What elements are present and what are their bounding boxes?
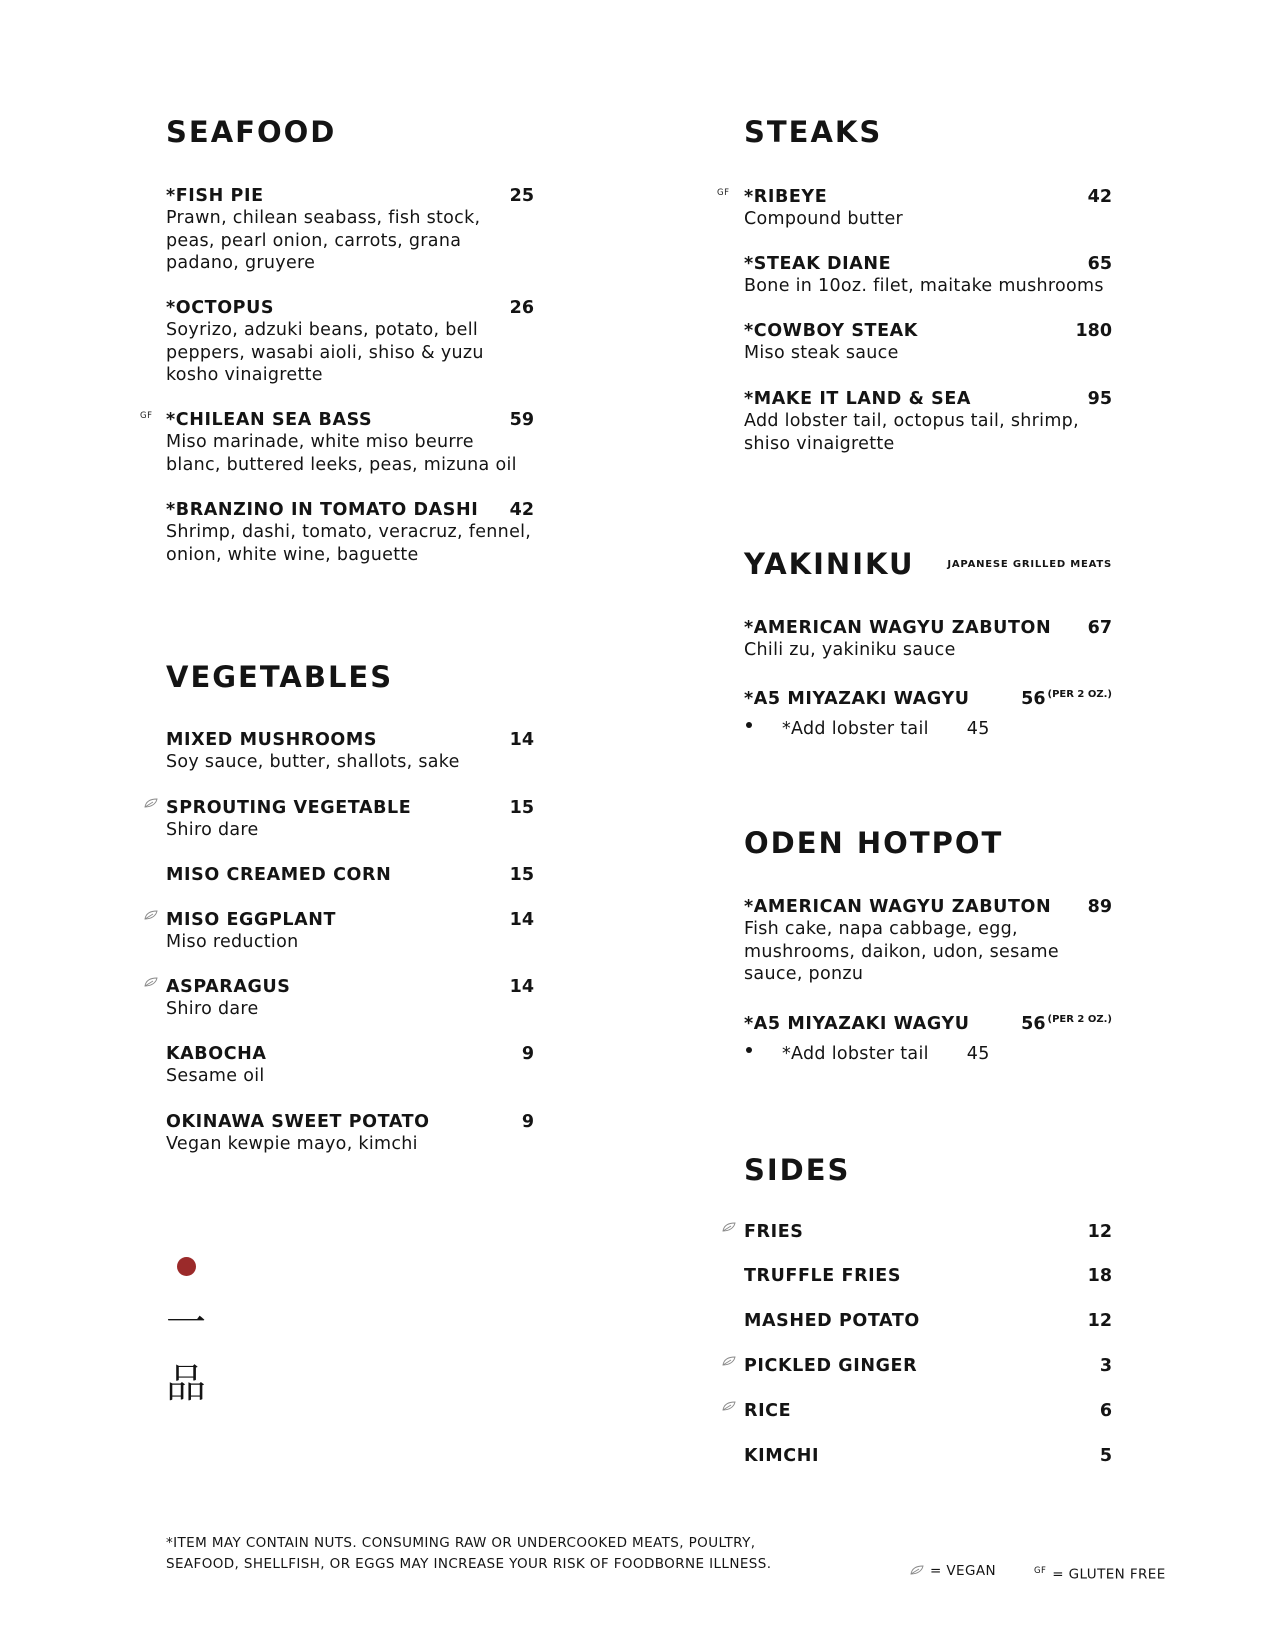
item-description: Bone in 10oz. filet, maitake mushrooms (744, 276, 1104, 296)
menu-item (717, 186, 1112, 231)
item-description: Soy sauce, butter, shallots, sake (166, 752, 460, 772)
addon-row (744, 1043, 1112, 1065)
item-name: MISO CREAMED CORN (166, 865, 392, 885)
addon-name: *Add lobster tail (782, 1043, 929, 1064)
legend-gluten-free (1034, 1562, 1166, 1584)
legend-gf-label: = GLUTEN FREE (1052, 1566, 1166, 1583)
section-title-oden: ODEN HOTPOT (744, 826, 1004, 860)
menu-item (166, 864, 534, 886)
leaf-icon (722, 1356, 736, 1366)
section-title-sides: SIDES (744, 1153, 851, 1187)
item-name: *OCTOPUS (166, 298, 275, 318)
item-description: Shiro dare (166, 999, 259, 1019)
section-title-seafood: SEAFOOD (166, 115, 337, 149)
item-name: MISO EGGPLANT (166, 910, 337, 930)
section-title-steaks: STEAKS (744, 115, 883, 149)
section-subtitle: JAPANESE GRILLED MEATS (947, 559, 1112, 570)
gluten-free-mark: GF (1034, 1566, 1047, 1576)
item-name: *A5 MIYAZAKI WAGYU (744, 688, 970, 709)
menu-item (744, 253, 1112, 298)
menu-item (744, 1445, 1112, 1467)
item-price: 56 (1021, 1013, 1046, 1034)
item-price: 56 (1021, 688, 1046, 709)
item-price: 67 (1087, 618, 1112, 638)
item-name: MASHED POTATO (744, 1311, 920, 1331)
logo-character-ichi: 一 (166, 1300, 206, 1346)
item-price: 9 (521, 1112, 534, 1132)
item-name: FRIES (744, 1222, 804, 1242)
item-description: Shrimp, dashi, tomato, veracruz, fennel, onion, white wine, baguette (166, 522, 532, 565)
item-price: 65 (1087, 254, 1112, 274)
menu-item (744, 1265, 1112, 1287)
item-description: Compound butter (744, 209, 904, 229)
addon-name: *Add lobster tail (782, 718, 929, 739)
item-name: *COWBOY STEAK (744, 321, 918, 341)
item-name: OKINAWA SWEET POTATO (166, 1112, 430, 1132)
item-price: 15 (509, 798, 534, 818)
menu-item (166, 909, 534, 954)
menu-item (744, 388, 1112, 455)
menu-item (166, 1111, 534, 1156)
disclaimer-line: SEAFOOD, SHELLFISH, OR EGGS MAY INCREASE YOUR RISK OF FOODBORNE ILLNESS. (166, 1556, 772, 1572)
item-name: RICE (744, 1401, 792, 1421)
leaf-icon (144, 977, 158, 987)
item-description: Chili zu, yakiniku sauce (744, 640, 956, 660)
item-description: Add lobster tail, octopus tail, shrimp, shiso vinaigrette (744, 411, 1079, 454)
item-name: *AMERICAN WAGYU ZABUTON (744, 618, 1052, 638)
item-name: *BRANZINO IN TOMATO DASHI (166, 500, 479, 520)
item-description: Shiro dare (166, 820, 259, 840)
item-name: TRUFFLE FRIES (744, 1266, 902, 1286)
bullet-dot (746, 722, 752, 728)
item-price: 14 (509, 730, 534, 750)
item-name: *AMERICAN WAGYU ZABUTON (744, 897, 1052, 917)
section-title-vegetables: VEGETABLES (166, 660, 394, 694)
item-name: KIMCHI (744, 1446, 820, 1466)
addon-row (744, 718, 1112, 740)
item-price: 5 (1099, 1446, 1112, 1466)
item-price: 14 (509, 977, 534, 997)
menu-item (166, 297, 534, 387)
item-price: 12 (1087, 1222, 1112, 1242)
item-description: Miso steak sauce (744, 343, 899, 363)
addon-price: 45 (966, 1043, 990, 1064)
item-name: PICKLED GINGER (744, 1356, 918, 1376)
disclaimer (166, 1533, 806, 1575)
item-description: Soyrizo, adzuki beans, potato, bell peppers, wasabi aioli, shiso & yuzu kosho vinaigrette (166, 320, 484, 385)
item-price: 14 (509, 910, 534, 930)
item-name: *FISH PIE (166, 186, 264, 206)
item-description: Miso marinade, white miso beurre blanc, buttered leeks, peas, mizuna oil (166, 432, 517, 475)
item-name: MIXED MUSHROOMS (166, 730, 378, 750)
menu-item (166, 976, 534, 1021)
item-name: *MAKE IT LAND & SEA (744, 389, 972, 409)
oden-hotpot-section (744, 826, 1112, 860)
item-name: *CHILEAN SEA BASS (166, 410, 373, 430)
menu-item (744, 684, 1112, 740)
section-title-yakiniku: YAKINIKU (744, 547, 915, 581)
item-name: *STEAK DIANE (744, 254, 892, 274)
logo-character-hin: 品 (166, 1361, 206, 1407)
item-price-group (1021, 1009, 1112, 1035)
item-price: 25 (509, 186, 534, 206)
item-description: Fish cake, napa cabbage, egg, mushrooms, daikon, udon, sesame sauce, ponzu (744, 919, 1059, 984)
item-price: 59 (509, 410, 534, 430)
price-note: (PER 2 OZ.) (1047, 1014, 1112, 1025)
item-description: Miso reduction (166, 932, 299, 952)
vegetables-section (166, 660, 534, 694)
item-price: 9 (521, 1044, 534, 1064)
item-name: *RIBEYE (744, 187, 828, 207)
leaf-icon (722, 1222, 736, 1232)
item-price: 12 (1087, 1311, 1112, 1331)
gluten-free-tag: GF (140, 411, 153, 421)
leaf-icon (144, 910, 158, 920)
menu-item (744, 617, 1112, 662)
steaks-section (744, 115, 1112, 149)
item-price: 15 (509, 865, 534, 885)
item-name: KABOCHA (166, 1044, 267, 1064)
item-description: Vegan kewpie mayo, kimchi (166, 1134, 418, 1154)
item-price: 26 (509, 298, 534, 318)
legend-vegan (910, 1562, 996, 1580)
gluten-free-tag: GF (717, 188, 730, 198)
item-price: 42 (1087, 187, 1112, 207)
leaf-icon (722, 1401, 736, 1411)
item-price: 89 (1087, 897, 1112, 917)
menu-item (166, 185, 534, 275)
menu-item (744, 1400, 1112, 1422)
bullet-dot (746, 1047, 752, 1053)
leaf-icon (144, 798, 158, 808)
item-price-group (1021, 684, 1112, 710)
logo-dot (177, 1257, 196, 1276)
menu-item (744, 896, 1112, 986)
legend-vegan-label: = VEGAN (930, 1563, 996, 1579)
menu-item (744, 1310, 1112, 1332)
item-description: Sesame oil (166, 1066, 265, 1086)
menu-item (166, 729, 534, 774)
yakiniku-section (744, 547, 1112, 581)
item-price: 3 (1099, 1356, 1112, 1376)
menu-item (140, 409, 534, 476)
item-description: Prawn, chilean seabass, fish stock, peas, pearl onion, carrots, grana padano, gruyere (166, 208, 481, 273)
price-note: (PER 2 OZ.) (1047, 689, 1112, 700)
item-name: *A5 MIYAZAKI WAGYU (744, 1013, 970, 1034)
menu-item (744, 1009, 1112, 1065)
menu-item (166, 1043, 534, 1088)
addon-price: 45 (966, 718, 990, 739)
item-price: 42 (509, 500, 534, 520)
item-price: 18 (1087, 1266, 1112, 1286)
item-price: 6 (1099, 1401, 1112, 1421)
item-name: SPROUTING VEGETABLE (166, 798, 412, 818)
item-price: 180 (1075, 321, 1112, 341)
menu-item (166, 797, 534, 842)
menu-item (166, 499, 534, 566)
seafood-section (166, 115, 534, 149)
menu-item (744, 1221, 1112, 1243)
menu-item (744, 1355, 1112, 1377)
menu-item (744, 320, 1112, 365)
item-price: 95 (1087, 389, 1112, 409)
disclaimer-line: *ITEM MAY CONTAIN NUTS. CONSUMING RAW OR UNDERCOOKED MEATS, POULTRY, (166, 1535, 756, 1551)
sides-section (744, 1153, 1112, 1187)
item-name: ASPARAGUS (166, 977, 291, 997)
leaf-icon (910, 1565, 924, 1575)
